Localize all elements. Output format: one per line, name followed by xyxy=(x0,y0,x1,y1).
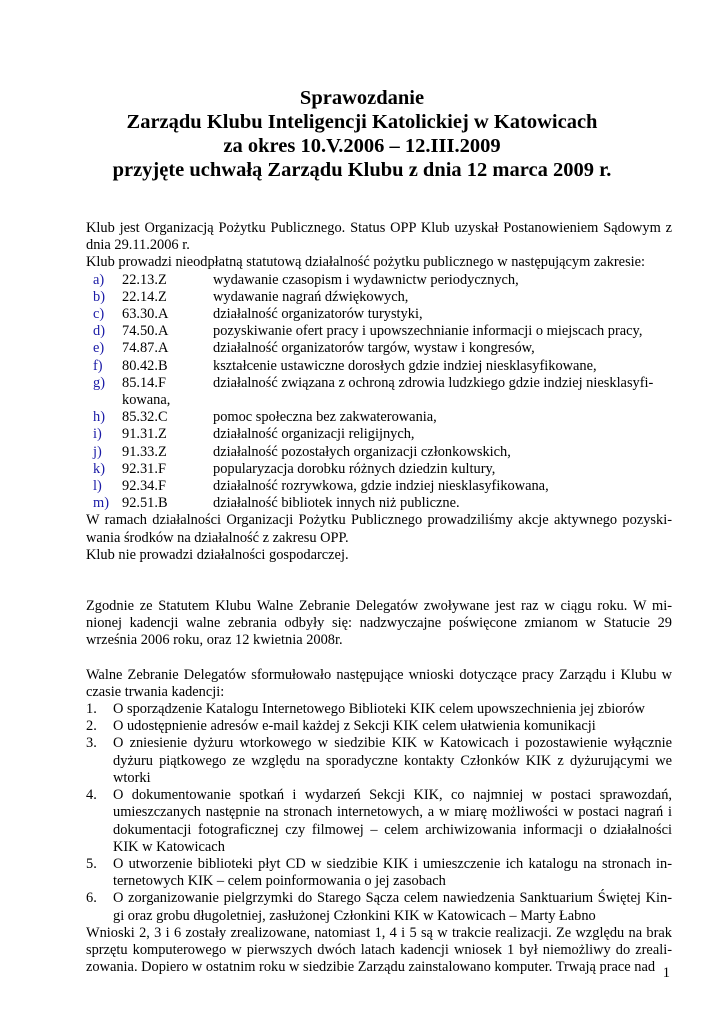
motion-item xyxy=(86,701,672,718)
activity-letter: l) xyxy=(93,478,102,495)
motion-item xyxy=(86,856,672,890)
activity-item xyxy=(86,444,672,461)
activity-desc: popularyzacja dorobku różnych dziedzin kultury, xyxy=(213,460,496,477)
activity-code: 92.31.F xyxy=(122,460,166,477)
activity-letter: h) xyxy=(93,409,105,426)
activity-desc-continuation: kowana, xyxy=(122,392,171,409)
activity-desc: kształcenie ustawiczne dorosłych gdzie indziej niesklasyfikowane, xyxy=(213,357,597,374)
activity-item xyxy=(86,306,672,323)
motion-number: 2. xyxy=(86,718,97,735)
motion-number: 3. xyxy=(86,735,97,752)
activity-letter: i) xyxy=(93,426,102,443)
activity-letter: g) xyxy=(93,374,105,391)
activity-desc: działalność organizatorów targów, wystaw i kongresów, xyxy=(213,340,535,357)
page-number: 1 xyxy=(662,965,670,981)
title-line-4: przyjęte uchwałą Zarządu Klubu z dnia 12 marca 2009 r. xyxy=(112,159,612,181)
activity-intro-paragraph: Klub prowadzi nieodpłatną statutową działalność pożytku publicznego w następującym zakresie: xyxy=(86,254,646,271)
activity-desc: działalność rozrywkowa, gdzie indziej niesklasyfikowana, xyxy=(213,478,549,495)
activity-code: 85.14.F xyxy=(122,374,166,391)
activity-item xyxy=(86,375,672,409)
activity-code: 92.34.F xyxy=(122,478,166,495)
activity-desc: wydawanie czasopism i wydawnictw periodycznych, xyxy=(213,271,519,288)
fundraising-paragraph: W ramach działalności Organizacji Pożytku Publicznego prowadziliśmy akcje aktywnego pozyski-wania środków na działalność z zakresu OPP. xyxy=(86,512,672,546)
activity-letter: e) xyxy=(93,340,105,357)
activity-code: 91.33.Z xyxy=(122,443,167,460)
activity-item xyxy=(86,426,672,443)
motions-intro-paragraph: Walne Zebranie Delegatów sformułowało następujące wnioski dotyczące pracy Zarządu i Klubu w czasie trwania kadencji: xyxy=(86,666,672,700)
motion-number: 4. xyxy=(86,787,97,804)
activity-desc: pozyskiwanie ofert pracy i upowszechnianie informacji o miejscach pracy, xyxy=(213,323,643,340)
activity-code: 74.50.A xyxy=(122,323,169,340)
activity-desc: działalność pozostałych organizacji członkowskich, xyxy=(213,443,511,460)
motion-item xyxy=(86,890,672,924)
activity-code: 22.14.Z xyxy=(122,288,167,305)
activity-letter: k) xyxy=(93,460,105,477)
activity-item xyxy=(86,272,672,289)
activity-desc: pomoc społeczna bez zakwaterowania, xyxy=(213,409,437,426)
activity-item xyxy=(86,340,672,357)
activity-item xyxy=(86,323,672,340)
title-line-3: za okres 10.V.2006 – 12.III.2009 xyxy=(223,135,501,157)
motion-text: O utworzenie biblioteki płyt CD w siedzibie KIK i umieszczenie ich katalogu na stronach in-ternetowych KIK – celem poinformowania o jej zasobach xyxy=(113,855,672,890)
document-title xyxy=(0,86,724,182)
motions-status-paragraph: Wnioski 2, 3 i 6 zostały zrealizowane, natomiast 1, 4 i 5 są w trakcie realizacji. Ze względu na brak sprzętu komputerowego w pierwszych dwóch latach kadencji wniosek 1 był niemożliwy do zreali-zowania. Dopiero w ostatnim roku w siedzibie Zarządu zainstalowano komputer. Trwają prace nad xyxy=(86,924,672,976)
activity-letter: d) xyxy=(93,323,105,340)
activity-desc: wydawanie nagrań dźwiękowych, xyxy=(213,288,409,305)
activity-code: 85.32.C xyxy=(122,409,168,426)
no-business-paragraph: Klub nie prowadzi działalności gospodarczej. xyxy=(86,546,349,563)
title-line-1: Sprawozdanie xyxy=(299,87,425,109)
motion-text: O zorganizowanie pielgrzymki do Starego Sącza celem nawiedzenia Sanktuarium Świętej Kin-gi oraz grobu długoletniej, zasłużonej Członkini KIK w Katowicach – Marty Łabno xyxy=(113,890,672,924)
activity-desc: działalność związana z ochroną zdrowia ludzkiego gdzie indziej niesklasyfi- xyxy=(213,374,654,391)
activity-letter: a) xyxy=(93,271,105,288)
activity-item xyxy=(86,461,672,478)
motion-text: O sporządzenie Katalogu Internetowego Biblioteki KIK celem upowszechnienia jej zbiorów xyxy=(113,701,645,718)
motions-list xyxy=(86,701,672,925)
activity-code: 63.30.A xyxy=(122,306,169,323)
activity-item xyxy=(86,358,672,375)
activity-item xyxy=(86,495,672,512)
motion-text: O dokumentowanie spotkań i wydarzeń Sekcji KIK, co najmniej w postaci sprawozdań, umieszczanych następnie na stronach internetowych, a w miarę możliwości w postaci nagrań i dokumentacji fotograficznej czy filmowej – celem archiwizowania informacji o działalności KIK w Katowicach xyxy=(113,787,672,855)
activity-code: 80.42.B xyxy=(122,357,168,374)
motion-item xyxy=(86,735,672,787)
motion-number: 1. xyxy=(86,701,97,718)
activity-desc: działalność bibliotek innych niż publiczne. xyxy=(213,495,460,512)
activity-letter: m) xyxy=(93,495,109,512)
activity-code: 22.13.Z xyxy=(122,271,167,288)
general-assembly-paragraph: Zgodnie ze Statutem Klubu Walne Zebranie Delegatów zwoływane jest raz w ciągu roku. W mi-nionej kadencji walne zebrania odbyły się: nadzwyczajne poświęcone zmianom w Statucie 29 września 2006 roku, oraz 12 kwietnia 2008r. xyxy=(86,598,672,649)
activity-code: 91.31.Z xyxy=(122,426,167,443)
motion-item xyxy=(86,787,672,856)
activity-list xyxy=(86,272,672,513)
motion-text: O zniesienie dyżuru wtorkowego w siedzibie KIK w Katowicach i pozostawienie wyłącznie dyżuru piątkowego ze względu na sporadyczne kontakty Członków KIK z dyżurującymi we wtorki xyxy=(113,735,672,786)
motion-item xyxy=(86,718,672,735)
activity-letter: c) xyxy=(93,306,105,323)
activity-letter: j) xyxy=(93,443,102,460)
title-line-2: Zarządu Klubu Inteligencji Katolickiej w Katowicach xyxy=(126,111,598,133)
activity-code: 74.87.A xyxy=(122,340,169,357)
motion-number: 5. xyxy=(86,855,97,872)
activity-desc: działalność organizacji religijnych, xyxy=(213,426,415,443)
motion-text: O udostępnienie adresów e-mail każdej z Sekcji KIK celem ułatwienia komunikacji xyxy=(113,718,596,735)
activity-letter: f) xyxy=(93,357,103,374)
activity-item xyxy=(86,478,672,495)
motion-number: 6. xyxy=(86,890,97,907)
activity-item xyxy=(86,409,672,426)
activity-letter: b) xyxy=(93,288,105,305)
opp-status-paragraph: Klub jest Organizacją Pożytku Publicznego. Status OPP Klub uzyskał Postanowieniem Sądowym z dnia 29.11.2006 r. xyxy=(86,220,672,254)
activity-item xyxy=(86,289,672,306)
activity-code: 92.51.B xyxy=(122,495,168,512)
activity-desc: działalność organizatorów turystyki, xyxy=(213,306,423,323)
document-body xyxy=(86,220,672,976)
